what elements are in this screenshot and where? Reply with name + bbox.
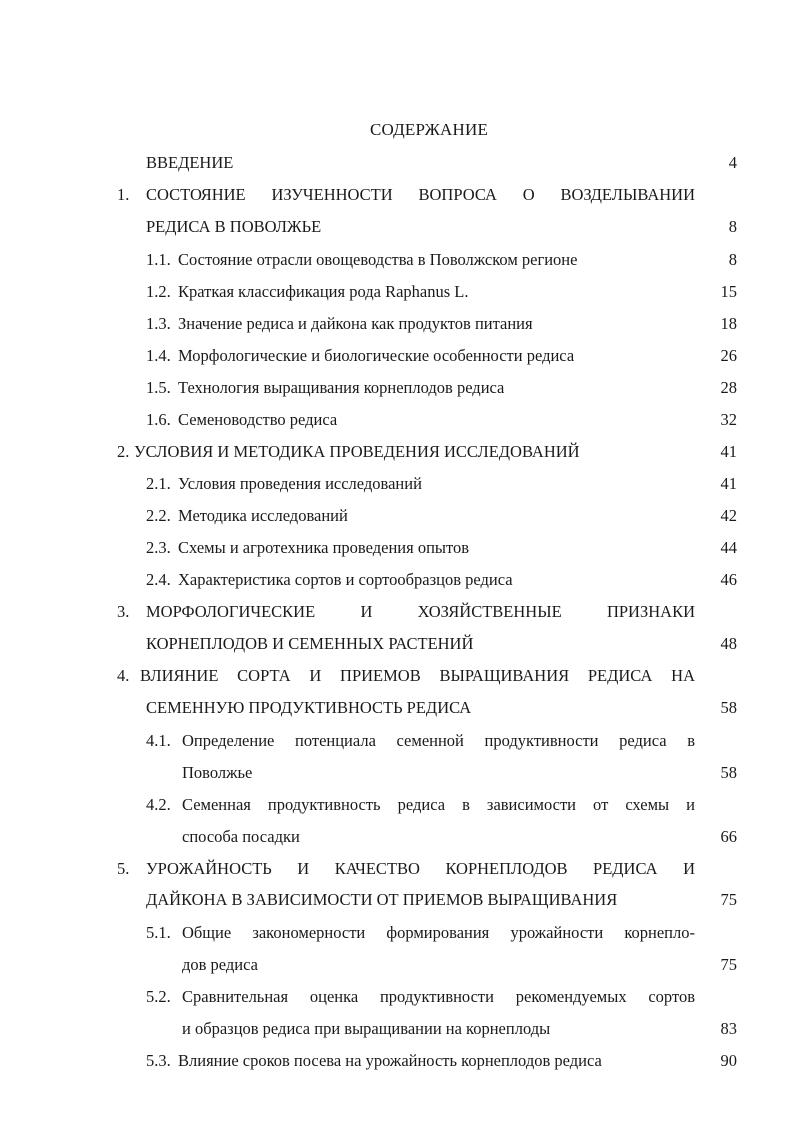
toc-page-number: 66 [720, 827, 737, 846]
toc-entry-number: 4.2. [146, 795, 171, 814]
toc-entry-chapter-1 [0, 183, 793, 207]
toc-entry-number: 5.1. [146, 923, 171, 942]
toc-page-number: 18 [720, 314, 737, 333]
toc-entry-section-1-4 [0, 344, 793, 368]
toc-entry-text: МОРФОЛОГИЧЕСКИЕ И ХОЗЯЙСТВЕННЫЕ ПРИЗНАКИ [146, 602, 695, 621]
toc-entry-chapter-2 [0, 440, 793, 464]
toc-entry-text: Технология выращивания корнеплодов редиса [178, 378, 505, 397]
toc-entry-text: Общие закономерности формирования урожайности корнепло- [182, 923, 695, 942]
toc-entry-section-5-3 [0, 1049, 793, 1073]
toc-entry-number: 1.5. [146, 378, 171, 397]
page-title: СОДЕРЖАНИЕ [369, 120, 489, 139]
toc-entry-text: Состояние отрасли овощеводства в Поволжском регионе [178, 250, 578, 269]
toc-entry-chapter-3 [0, 600, 793, 624]
toc-entry-section-2-2 [0, 504, 793, 528]
toc-entry-text: и образцов редиса при выращивании на корнеплоды [182, 1019, 551, 1038]
toc-entry-chapter-4-continuation [0, 696, 793, 720]
toc-entry-text: Влияние сроков посева на урожайность корнеплодов редиса [178, 1051, 602, 1070]
toc-entry-section-4-2-continuation [0, 825, 793, 849]
toc-page-number: 48 [720, 634, 737, 653]
toc-entry-number: 2.4. [146, 570, 171, 589]
toc-entry-number: 2.2. [146, 506, 171, 525]
toc-entry-section-2-4 [0, 568, 793, 592]
toc-entry-text: РЕДИСА В ПОВОЛЖЬЕ [146, 217, 322, 236]
toc-page-number: 46 [720, 570, 737, 589]
toc-entry-text: Условия проведения исследований [178, 474, 422, 493]
toc-entry-number: 1.6. [146, 410, 171, 429]
toc-page-number: 58 [720, 763, 737, 782]
toc-entry-number: 2.1. [146, 474, 171, 493]
toc-page-number: 75 [720, 890, 737, 909]
toc-entry-chapter-5 [0, 857, 793, 881]
toc-entry-text: ВЛИЯНИЕ СОРТА И ПРИЕМОВ ВЫРАЩИВАНИЯ РЕДИСА НА [140, 666, 695, 685]
toc-entry-text: УРОЖАЙНОСТЬ И КАЧЕСТВО КОРНЕПЛОДОВ РЕДИСА И [146, 859, 695, 878]
toc-entry-number: 4.1. [146, 731, 171, 750]
toc-page-number: 41 [720, 474, 737, 493]
toc-entry-text: ДАЙКОНА В ЗАВИСИМОСТИ ОТ ПРИЕМОВ ВЫРАЩИВАНИЯ [146, 890, 618, 909]
toc-entry-number: 1.4. [146, 346, 171, 365]
toc-entry-section-4-2 [0, 793, 793, 817]
toc-entry-section-1-6 [0, 408, 793, 432]
toc-entry-text: СЕМЕННУЮ ПРОДУКТИВНОСТЬ РЕДИСА [146, 698, 472, 717]
toc-page-number: 15 [720, 282, 737, 301]
toc-entry-section-2-3 [0, 536, 793, 560]
toc-entry-number: 2.3. [146, 538, 171, 557]
toc-entry-section-1-3 [0, 312, 793, 336]
toc-page-number: 8 [728, 217, 737, 236]
toc-entry-chapter-5-continuation [0, 888, 793, 912]
toc-entry-section-4-1 [0, 729, 793, 753]
toc-entry-text: Значение редиса и дайкона как продуктов питания [178, 314, 533, 333]
toc-entry-number: 3. [117, 602, 130, 621]
toc-page-number: 26 [720, 346, 737, 365]
toc-entry-section-4-1-continuation [0, 761, 793, 785]
toc-entry-text: Характеристика сортов и сортообразцов редиса [178, 570, 513, 589]
toc-entry-number: 5.2. [146, 987, 171, 1006]
toc-page-number: 90 [720, 1051, 737, 1070]
toc-entry-introduction [0, 151, 793, 175]
toc-entry-chapter-1-continuation [0, 215, 793, 239]
toc-entry-text: Схемы и агротехника проведения опытов [178, 538, 470, 557]
toc-entry-chapter-4 [0, 664, 793, 688]
toc-entry-text: КОРНЕПЛОДОВ И СЕМЕННЫХ РАСТЕНИЙ [146, 634, 474, 653]
toc-entry-text: Морфологические и биологические особенности редиса [178, 346, 575, 365]
toc-entry-text: ВВЕДЕНИЕ [146, 153, 234, 172]
toc-entry-text: способа посадки [182, 827, 300, 846]
toc-page-number: 44 [720, 538, 737, 557]
toc-entry-number: 4. [117, 666, 130, 685]
toc-page-number: 41 [720, 442, 737, 461]
toc-entry-section-1-1 [0, 248, 793, 272]
toc-entry-chapter-3-continuation [0, 632, 793, 656]
toc-entry-number: 1.3. [146, 314, 171, 333]
toc-entry-number: 2. [117, 442, 130, 461]
toc-entry-number: 5. [117, 859, 130, 878]
toc-page-number: 75 [720, 955, 737, 974]
toc-entry-text: дов редиса [182, 955, 258, 974]
toc-page-number: 4 [728, 153, 737, 172]
toc-entry-text: Семеноводство редиса [178, 410, 338, 429]
toc-page-number: 42 [720, 506, 737, 525]
toc-entry-section-1-5 [0, 376, 793, 400]
toc-entry-section-2-1 [0, 472, 793, 496]
toc-entry-text: Семенная продуктивность редиса в зависимости от схемы и [182, 795, 695, 814]
toc-entry-section-5-2 [0, 985, 793, 1009]
toc-entry-text: Сравнительная оценка продуктивности рекомендуемых сортов [182, 987, 695, 1006]
toc-entry-number: 1.2. [146, 282, 171, 301]
toc-entry-number: 1.1. [146, 250, 171, 269]
toc-entry-text: УСЛОВИЯ И МЕТОДИКА ПРОВЕДЕНИЯ ИССЛЕДОВАНИЙ [134, 442, 580, 461]
toc-entry-text: Краткая классификация рода Raphanus L. [178, 282, 469, 301]
toc-entry-text: СОСТОЯНИЕ ИЗУЧЕННОСТИ ВОПРОСА О ВОЗДЕЛЫВАНИИ [146, 185, 695, 204]
toc-entry-section-5-2-continuation [0, 1017, 793, 1041]
toc-entry-text: Определение потенциала семенной продуктивности редиса в [182, 731, 695, 750]
toc-entry-number: 5.3. [146, 1051, 171, 1070]
toc-page-number: 83 [720, 1019, 737, 1038]
toc-entry-text: Методика исследований [178, 506, 348, 525]
toc-entry-section-1-2 [0, 280, 793, 304]
toc-page-number: 58 [720, 698, 737, 717]
toc-entry-text: Поволжье [182, 763, 253, 782]
toc-page-number: 8 [728, 250, 737, 269]
toc-entry-section-5-1-continuation [0, 953, 793, 977]
toc-entry-section-5-1 [0, 921, 793, 945]
toc-page-number: 32 [720, 410, 737, 429]
toc-entry-number: 1. [117, 185, 130, 204]
toc-page-number: 28 [720, 378, 737, 397]
